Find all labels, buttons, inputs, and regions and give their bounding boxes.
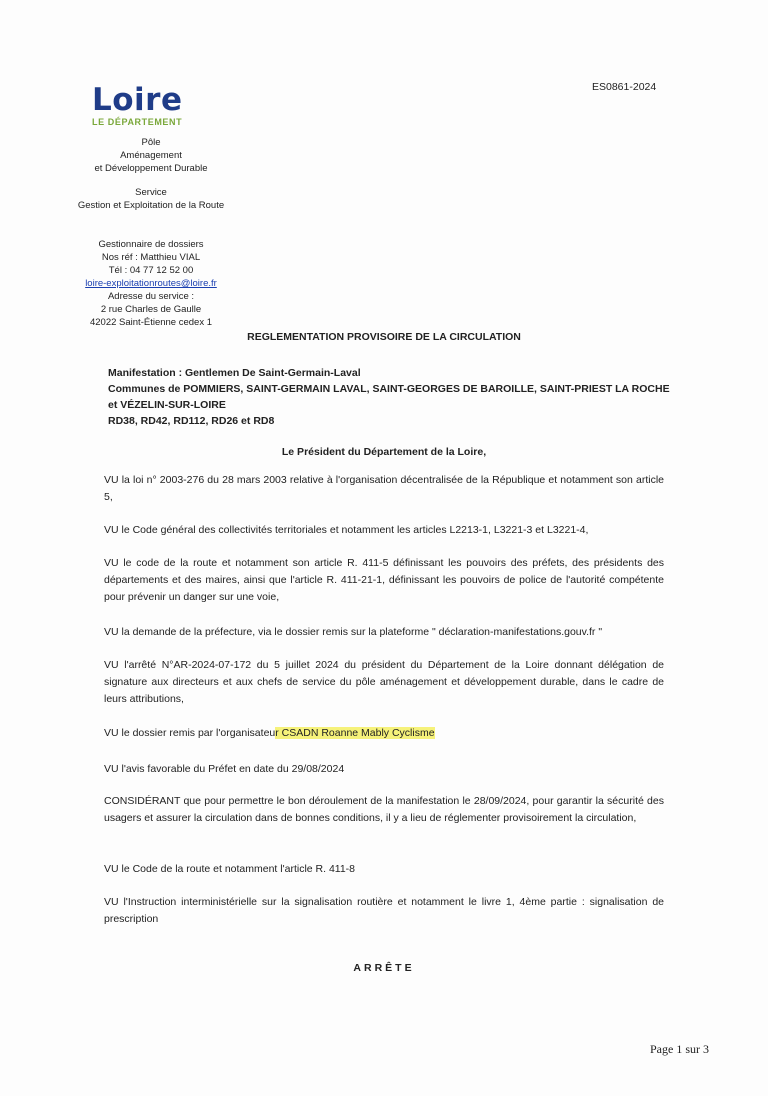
contact-line: 42022 Saint-Étienne cedex 1 <box>89 317 212 328</box>
email-link[interactable]: loire-exploitationroutes@loire.fr <box>85 278 217 289</box>
page-number: Page 1 sur 3 <box>650 1042 709 1056</box>
pole-line: et Développement Durable <box>94 163 208 174</box>
service-line: Gestion et Exploitation de la Route <box>77 200 225 211</box>
highlighted-organizer: r CSADN Roanne Mably Cyclisme <box>275 727 435 739</box>
paragraph-text: VU le dossier remis par l'organisateu <box>104 727 276 739</box>
pole-block <box>20 136 282 175</box>
contact-line: Gestionnaire de dossiers <box>98 239 204 250</box>
paragraph: VU la loi n° 2003-276 du 28 mars 2003 relative à l'organisation décentralisée de la République et notamment son article 5, <box>104 474 664 503</box>
paragraph: VU l'Instruction interministérielle sur la signalisation routière et notamment le livre 1, 4ème partie : signalisation de prescription <box>104 896 664 925</box>
contact-line: Adresse du service : <box>107 291 195 302</box>
manifestation-line: et VÉZELIN-SUR-LOIRE <box>108 399 226 411</box>
manifestation-line: Communes de POMMIERS, SAINT-GERMAIN LAVAL, SAINT-GEORGES DE BAROILLE, SAINT-PRIEST LA ROCHE <box>108 383 670 395</box>
pole-line: Pôle <box>141 137 161 148</box>
pole-line: Aménagement <box>120 150 182 161</box>
paragraph: VU l'avis favorable du Préfet en date du 29/08/2024 <box>104 763 345 775</box>
contact-line: 2 rue Charles de Gaulle <box>100 304 202 315</box>
manifestation-line: Manifestation : Gentlemen De Saint-Germain-Laval <box>108 367 361 379</box>
document-title: REGLEMENTATION PROVISOIRE DE LA CIRCULATION <box>247 331 521 343</box>
contact-block <box>20 238 282 329</box>
service-line: Service <box>135 187 167 198</box>
paragraph <box>104 725 664 742</box>
logo-subtitle: LE DÉPARTEMENT <box>92 117 183 127</box>
paragraph: VU le Code général des collectivités territoriales et notamment les articles L2213-1, L3221-3 et L3221-4, <box>104 524 589 536</box>
service-block <box>20 186 282 212</box>
contact-line: Nos réf : Matthieu VIAL <box>101 252 201 263</box>
manifestation-line: RD38, RD42, RD112, RD26 et RD8 <box>108 415 275 427</box>
paragraph: CONSIDÉRANT que pour permettre le bon déroulement de la manifestation le 28/09/2024, pour garantir la sécurité des usagers et assurer la circulation dans de bonnes conditions, il y a lieu de réglementer provisoirement la circulation, <box>104 795 664 824</box>
manifestation-block <box>108 365 668 429</box>
president-heading: Le Président du Département de la Loire, <box>281 446 487 458</box>
arrete-heading: ARRÊTE <box>353 962 415 974</box>
document-reference: ES0861-2024 <box>592 81 657 93</box>
paragraph: VU le code de la route et notamment son article R. 411-5 définissant les pouvoirs des préfets, des présidents des départements et des maires, ainsi que l'article R. 411-21-1, définissant les pouvoirs de police de l'autorité compétente pour prévenir un danger sur une voie, <box>104 557 664 603</box>
contact-line: Tél : 04 77 12 52 00 <box>108 265 194 276</box>
paragraph: VU le Code de la route et notamment l'article R. 411-8 <box>104 863 356 875</box>
logo-wordmark: Loire <box>92 82 183 118</box>
paragraph: VU l'arrêté N°AR-2024-07-172 du 5 juillet 2024 du président du Département de la Loire donnant délégation de signature aux directeurs et aux chefs de service du pôle aménagement et développement durable, dans le cadre de leurs attributions, <box>104 659 664 705</box>
paragraph: VU la demande de la préfecture, via le dossier remis sur la plateforme " déclaration-manifestations.gouv.fr " <box>104 626 603 638</box>
